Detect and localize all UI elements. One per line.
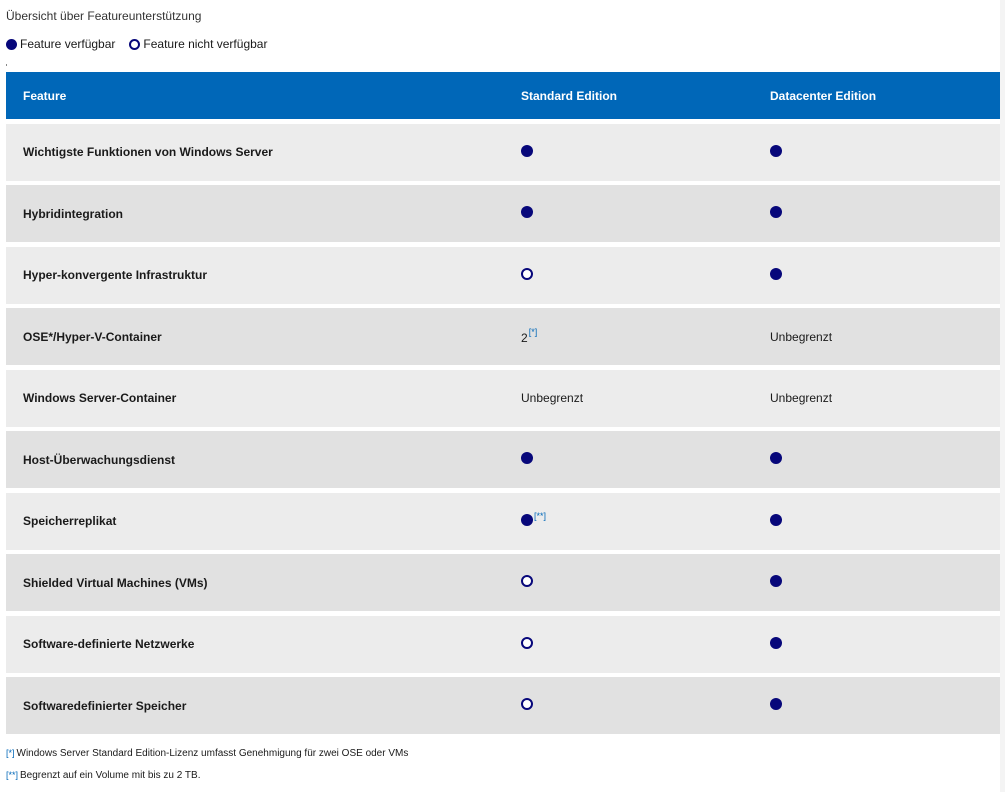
footnote-ref-link[interactable]: [*] (528, 326, 538, 337)
legend-unavailable (129, 37, 267, 51)
footnote-text: Windows Server Standard Edition-Lizenz umfasst Genehmigung für zwei OSE oder VMs (16, 747, 409, 759)
legend-unavailable-label: Feature nicht verfügbar (143, 37, 268, 51)
datacenter-cell (753, 391, 1000, 405)
standard-cell (504, 698, 753, 713)
table-row (6, 616, 1000, 673)
filled-circle-icon (521, 514, 533, 526)
filled-circle-icon (770, 268, 782, 280)
footnote-text: Begrenzt auf ein Volume mit bis zu 2 TB. (20, 769, 201, 781)
header-standard: Standard Edition (521, 88, 617, 103)
feature-name: OSE*/Hyper-V-Container (23, 329, 162, 344)
standard-cell (504, 575, 753, 590)
empty-circle-icon (521, 575, 533, 587)
legend-available-label: Feature verfügbar (20, 37, 116, 51)
scrollbar[interactable] (1000, 0, 1005, 792)
filled-circle-icon (770, 575, 782, 587)
table-row (6, 124, 1000, 181)
standard-cell (504, 326, 753, 345)
datacenter-cell (753, 698, 1000, 713)
page-title: Übersicht über Featureunterstützung (6, 9, 202, 23)
datacenter-value: Unbegrenzt (770, 329, 833, 344)
filled-circle-icon (521, 145, 533, 157)
filled-circle-icon (770, 206, 782, 218)
empty-circle-icon (129, 39, 140, 50)
table-row (6, 185, 1000, 242)
datacenter-cell (753, 637, 1000, 652)
feature-table (6, 72, 1000, 734)
standard-cell (504, 145, 753, 160)
feature-name: Hybridintegration (23, 206, 124, 221)
table-body (6, 124, 1000, 735)
header-datacenter: Datacenter Edition (770, 88, 877, 103)
footnote-link[interactable]: [**] (6, 770, 19, 780)
table-row (6, 370, 1000, 427)
feature-name: Hyper-konvergente Infrastruktur (23, 268, 208, 282)
datacenter-cell (753, 145, 1000, 160)
filled-circle-icon (770, 698, 782, 710)
divider (6, 64, 7, 66)
feature-name: Shielded Virtual Machines (VMs) (23, 575, 208, 590)
standard-cell (504, 391, 753, 405)
standard-cell (504, 513, 753, 529)
table-row (6, 308, 1000, 365)
legend-available (6, 37, 115, 51)
footnote-ref-link[interactable]: [**] (534, 511, 547, 521)
filled-circle-icon (521, 452, 533, 464)
feature-name: Speicherreplikat (23, 514, 117, 528)
standard-cell (504, 268, 753, 283)
empty-circle-icon (521, 698, 533, 710)
standard-cell (504, 206, 753, 221)
table-row (6, 431, 1000, 488)
footnote (6, 764, 408, 786)
table-row (6, 554, 1000, 611)
feature-name: Host-Überwachungsdienst (23, 452, 176, 467)
feature-name: Windows Server-Container (23, 391, 177, 405)
header-feature: Feature (23, 88, 67, 103)
feature-name: Software-definierte Netzwerke (23, 637, 195, 651)
feature-name: Wichtigste Funktionen von Windows Server (23, 145, 273, 159)
datacenter-cell (753, 206, 1000, 221)
table-row (6, 247, 1000, 304)
table-row (6, 677, 1000, 734)
filled-circle-icon (770, 452, 782, 464)
table-row (6, 493, 1000, 550)
feature-name: Softwaredefinierter Speicher (23, 698, 187, 713)
footnote-link[interactable]: [*] (6, 748, 15, 758)
datacenter-cell (753, 330, 1000, 344)
datacenter-cell (753, 268, 1000, 283)
datacenter-cell (753, 514, 1000, 529)
filled-circle-icon (770, 637, 782, 649)
standard-value: 2 (521, 330, 528, 345)
standard-cell (504, 452, 753, 467)
footnotes (6, 742, 408, 786)
empty-circle-icon (521, 637, 533, 649)
filled-circle-icon (521, 206, 533, 218)
footnote (6, 742, 408, 764)
filled-circle-icon (770, 145, 782, 157)
legend (6, 37, 281, 51)
datacenter-cell (753, 452, 1000, 467)
datacenter-value: Unbegrenzt (770, 391, 833, 405)
standard-value: Unbegrenzt (521, 391, 584, 405)
filled-circle-icon (770, 514, 782, 526)
table-header (6, 72, 1000, 119)
datacenter-cell (753, 575, 1000, 590)
standard-cell (504, 637, 753, 652)
empty-circle-icon (521, 268, 533, 280)
filled-circle-icon (6, 39, 17, 50)
